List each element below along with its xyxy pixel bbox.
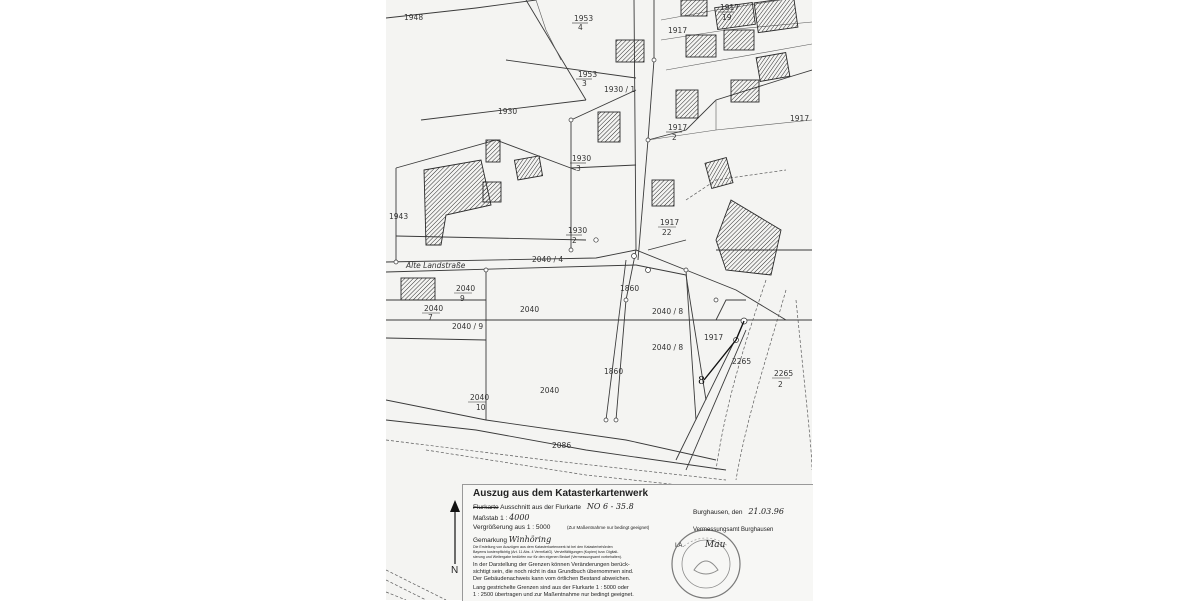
parcel-2040-low: 2040 xyxy=(540,386,560,395)
flurkarte-struck: Flurkarte xyxy=(473,504,499,511)
office-name: Vermessungsamt Burghausen xyxy=(693,527,774,533)
place-date-value: 21.03.96 xyxy=(748,507,784,516)
parcel-2040-10-sub: 10 xyxy=(476,403,486,412)
parcel-1917-22-num: 1917 xyxy=(660,218,680,227)
note-line-2: sichtigt sein, die noch nicht in das Grundbuch übernommen sind. xyxy=(473,569,634,575)
parcel-2040-10-num: 2040 xyxy=(470,393,490,402)
north-label: N xyxy=(451,565,459,576)
parcel-2040-9-low: 2040 / 9 xyxy=(452,322,484,331)
massstab-label: Maßstab 1 : xyxy=(473,515,508,522)
note-line-5: 1 : 2500 übertragen und zur Maßentnahme nur bedingt geeignet. xyxy=(473,592,634,598)
fine-print-3: sierung und Weitergabe bedürfen nur für den eigenen Bedarf (Vermessungsamt vorbehalten). xyxy=(473,555,622,559)
parcel-1930-3-sub: 3 xyxy=(576,164,581,173)
parcel-1930: 1930 xyxy=(498,107,518,116)
massstab-value: 4000 xyxy=(509,513,530,522)
signature: Mau xyxy=(705,540,726,550)
parcel-1860-b: 1860 xyxy=(604,367,624,376)
note-line-1: In der Darstellung der Grenzen können Veränderungen berück- xyxy=(473,562,630,568)
parcel-2040-4: 2040 / 4 xyxy=(532,255,564,264)
parcel-1953-3-sub: 3 xyxy=(582,79,587,88)
parcel-1943: 1943 xyxy=(389,212,409,221)
flurkarte-text: Ausschnitt aus der Flurkarte xyxy=(500,504,582,511)
fine-print-1: Die Erstellung von Auszügen aus dem Katasterkartenwerk ist bei den Katasterbehörden xyxy=(473,545,613,549)
vergroesserung-note: (Zur Maßentnahme nur bedingt geeignet) xyxy=(567,525,650,530)
note-line-4: Lang gestrichelte Grenzen sind aus der Flurkarte 1 : 5000 oder xyxy=(473,585,629,591)
parcel-1917-top: 1917 xyxy=(668,26,688,35)
parcel-2086: 2086 xyxy=(552,441,572,450)
parcel-1930-2-num: 1930 xyxy=(568,226,588,235)
parcel-2040-9-sub: 9 xyxy=(460,294,465,303)
massstab-line xyxy=(473,514,530,523)
parcel-1930-3-num: 1930 xyxy=(572,154,592,163)
parcel-2040-7-num: 2040 xyxy=(424,304,444,313)
vergroesserung-line: Vergrößerung aus 1 : 5000 xyxy=(473,524,551,531)
street-name: Alte Landstraße xyxy=(406,261,466,270)
legend-title: Auszug aus dem Katasterkartenwerk xyxy=(473,488,649,499)
parcel-1917-low: 1917 xyxy=(704,333,724,342)
place-date-label: Burghausen, den xyxy=(693,509,743,516)
parcel-1930-2-sub: 2 xyxy=(572,236,577,245)
parcel-2040-8-a: 2040 / 8 xyxy=(652,307,684,316)
parcel-1917-19-num: 1917 xyxy=(720,3,740,12)
gemarkung-line xyxy=(473,536,551,545)
parcel-1953-4-sub: 4 xyxy=(578,23,583,32)
parcel-1860-a: 1860 xyxy=(620,284,640,293)
flurkarte-number: NO 6 - 35.8 xyxy=(586,502,634,511)
flurkarte-line xyxy=(473,503,634,512)
parcel-2040-9-num: 2040 xyxy=(456,284,476,293)
parcel-2265-2-sub: 2 xyxy=(778,380,783,389)
parcel-1917-right: 1917 xyxy=(790,114,810,123)
place-date-line xyxy=(693,508,784,517)
parcel-2040-8-b: 2040 / 8 xyxy=(652,343,684,352)
parcel-1953-4-num: 1953 xyxy=(574,14,594,23)
ia-label: I.A. xyxy=(675,543,685,549)
parcel-2265-2-num: 2265 xyxy=(774,369,794,378)
parcel-2265: 2265 xyxy=(732,357,752,366)
parcel-1917-22-sub: 22 xyxy=(662,228,672,237)
parcel-1930-1: 1930 / 1 xyxy=(604,85,636,94)
official-seal xyxy=(664,524,748,600)
parcel-2040-7-sub: 7 xyxy=(428,313,433,322)
map-legend xyxy=(462,484,813,601)
parcel-1948: 1948 xyxy=(404,13,424,22)
parcel-1917-19-sub: 19 xyxy=(722,13,732,22)
fine-print-2: Bayerns kostenpflichtig (Art. 11 Abs. 4 VermKatG). Vervielfältigungen (Kopien) bzw. Digitali- xyxy=(473,550,619,554)
gemarkung-value: Winhöring xyxy=(508,535,552,544)
note-line-3: Der Gebäudenachweis kann vom örtlichen Bestand abweichen. xyxy=(473,576,631,582)
parcel-1917-2-num: 1917 xyxy=(668,123,688,132)
north-arrow xyxy=(448,500,462,580)
parcel-1917-2-sub: 2 xyxy=(672,133,677,142)
gemarkung-label: Gemarkung xyxy=(473,537,507,544)
parcel-1953-3-num: 1953 xyxy=(578,70,598,79)
parcel-2040-mid: 2040 xyxy=(520,305,540,314)
handwritten-marker xyxy=(698,321,744,387)
marker-8: 8 xyxy=(698,374,705,387)
